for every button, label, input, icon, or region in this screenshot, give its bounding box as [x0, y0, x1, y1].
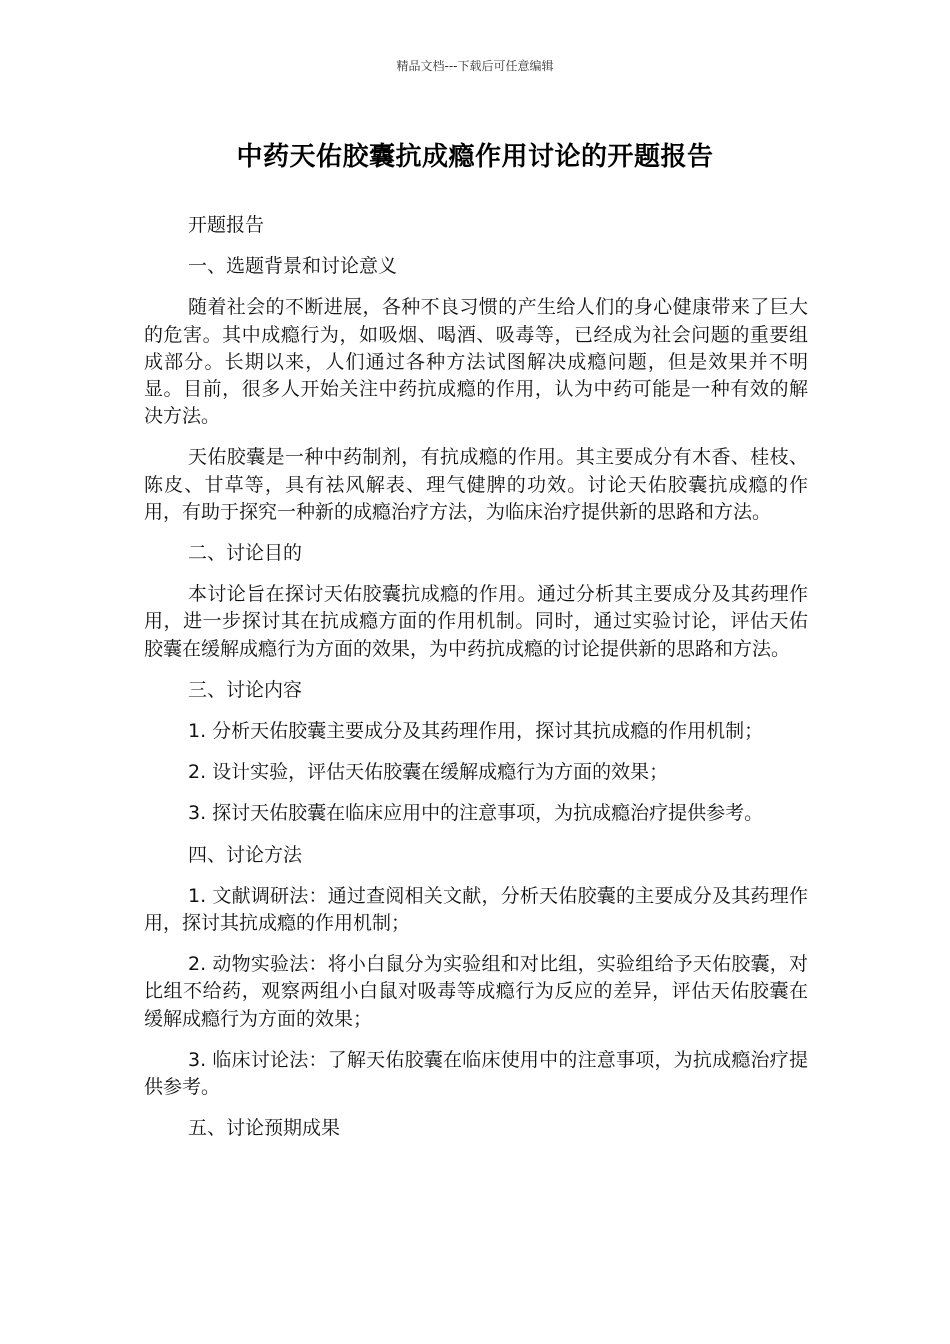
document-title: 中药天佑胶囊抗成瘾作用讨论的开题报告	[236, 142, 714, 172]
paragraph-tianyou-intro: 天佑胶囊是一种中药制剂，有抗成瘾的作用。其主要成分有木香、桂枝、陈皮、甘草等，具有祛风解表、理气健脾的功效。讨论天佑胶囊抗成瘾的作用，有助于探究一种新的成瘾治疗方法，为临床治疗提供新的思路和方法。	[144, 446, 808, 523]
paragraph-background: 随着社会的不断进展，各种不良习惯的产生给人们的身心健康带来了巨大的危害。其中成瘾行为，如吸烟、喝酒、吸毒等，已经成为社会问题的重要组成部分。长期以来，人们通过各种方法试图解决成瘾问题，但是效果并不明显。目前，很多人开始关注中药抗成瘾的作用，认为中药可能是一种有效的解决方法。	[144, 296, 808, 428]
list-item-method-3: 3. 临床讨论法：了解天佑胶囊在临床使用中的注意事项，为抗成瘾治疗提供参考。	[144, 1048, 808, 1099]
section-heading-methods: 四、讨论方法	[188, 843, 303, 866]
page-header-note: 精品文档---下载后可任意编辑	[396, 59, 554, 73]
list-item-method-2: 2. 动物实验法：将小白鼠分为实验组和对比组，实验组给予天佑胶囊，对比组不给药，观察两组小白鼠对吸毒等成瘾行为反应的差异，评估天佑胶囊在缓解成瘾行为方面的效果；	[144, 953, 808, 1030]
section-heading-background: 一、选题背景和讨论意义	[188, 255, 398, 278]
list-item-content-2: 2. 设计实验，评估天佑胶囊在缓解成瘾行为方面的效果；	[188, 761, 669, 784]
section-heading-report: 开题报告	[188, 214, 265, 236]
document-body	[144, 212, 808, 1156]
section-heading-outcomes: 五、讨论预期成果	[188, 1117, 341, 1140]
section-heading-content: 三、讨论内容	[188, 678, 303, 701]
paragraph-purpose: 本讨论旨在探讨天佑胶囊抗成瘾的作用。通过分析其主要成分及其药理作用，进一步探讨其在抗成瘾方面的作用机制。同时，通过实验讨论，评估天佑胶囊在缓解成瘾行为方面的效果，为中药抗成瘾的讨论提供新的思路和方法。	[144, 583, 808, 660]
list-item-method-1: 1. 文献调研法：通过查阅相关文献，分析天佑胶囊的主要成分及其药理作用，探讨其抗成瘾的作用机制；	[144, 884, 808, 935]
list-item-content-3: 3. 探讨天佑胶囊在临床应用中的注意事项，为抗成瘾治疗提供参考。	[188, 802, 764, 825]
list-item-content-1: 1. 分析天佑胶囊主要成分及其药理作用，探讨其抗成瘾的作用机制；	[188, 720, 764, 743]
section-heading-purpose: 二、讨论目的	[188, 542, 303, 565]
